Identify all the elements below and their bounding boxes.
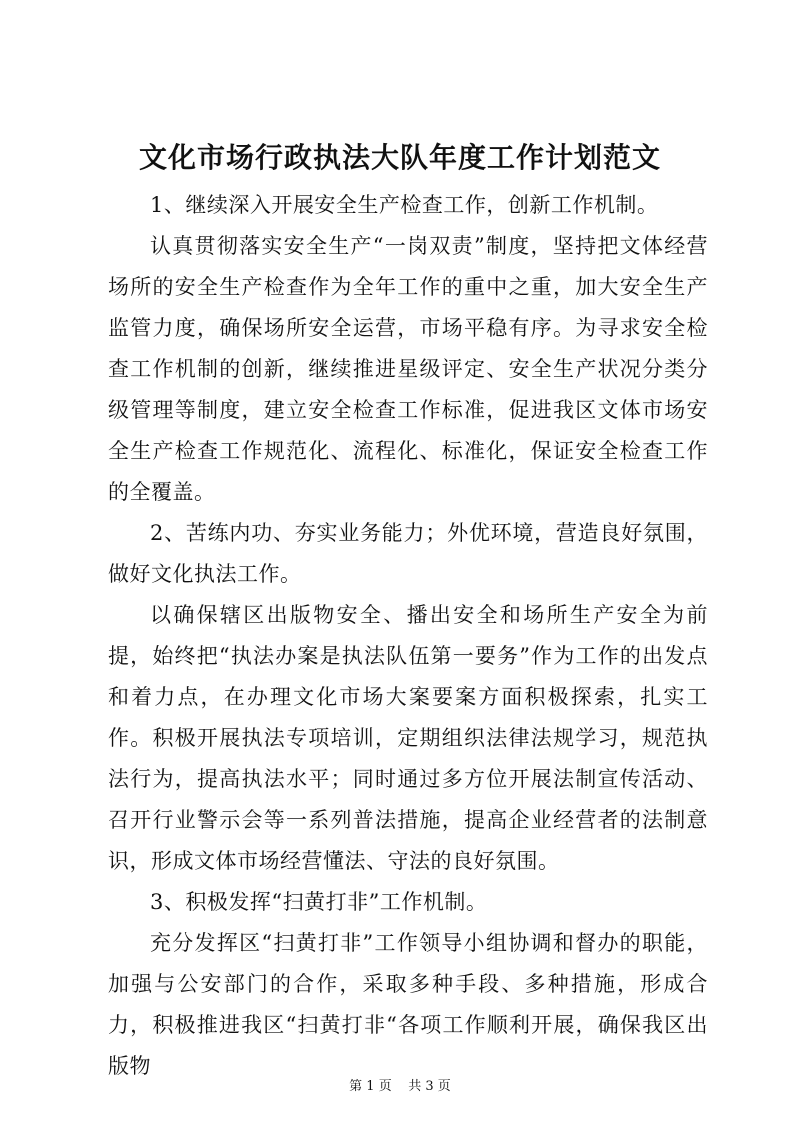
page-number: 第 1 页: [349, 1079, 392, 1094]
paragraph: 1、继续深入开展安全生产检查工作，创新工作机制。: [150, 193, 659, 217]
paragraph: 认真贯彻落实安全生产“一岗双责”制度，坚持把文体经营场所的安全生产检查作为全年工作的重中之重，加大安全生产监管力度，确保场所安全运营，市场平稳有序。为寻求安全检查工作机制的创新，继续推进星级评定、安全生产状况分类分级管理等制度，建立安全检查工作标准，促进我区文体市场安全生产检查工作规范化、流程化、标准化，保证安全检查工作的全覆盖。: [108, 234, 708, 504]
paragraph: 充分发挥区“扫黄打非”工作领导小组协调和督办的职能，加强与公安部门的合作，采取多种手段、多种措施，形成合力，积极推进我区“扫黄打非“各项工作顺利开展，确保我区出版物: [108, 931, 708, 1078]
page-total: 共 3 页: [408, 1079, 451, 1094]
document-title: 文化市场行政执法大队年度工作计划范文: [138, 141, 661, 174]
document-body: [108, 185, 708, 1087]
paragraph: 3、积极发挥“扫黄打非”工作机制。: [150, 890, 488, 914]
page-footer: [0, 1078, 800, 1096]
page-separator: [396, 1079, 404, 1094]
paragraph: 以确保辖区出版物安全、播出安全和场所生产安全为前提，始终把“执法办案是执法队伍第一要务”作为工作的出发点和着力点，在办理文化市场大案要案方面积极探索，扎实工作。积极开展执法专项培训，定期组织法律法规学习，规范执法行为，提高执法水平；同时通过多方位开展法制宣传活动、召开行业警示会等一系列普法措施，提高企业经营者的法制意识，形成文体市场经营懂法、守法的良好氛围。: [108, 603, 708, 873]
paragraph: 2、苦练内功、夯实业务能力；外优环境，营造良好氛围，做好文化执法工作。: [108, 521, 708, 586]
